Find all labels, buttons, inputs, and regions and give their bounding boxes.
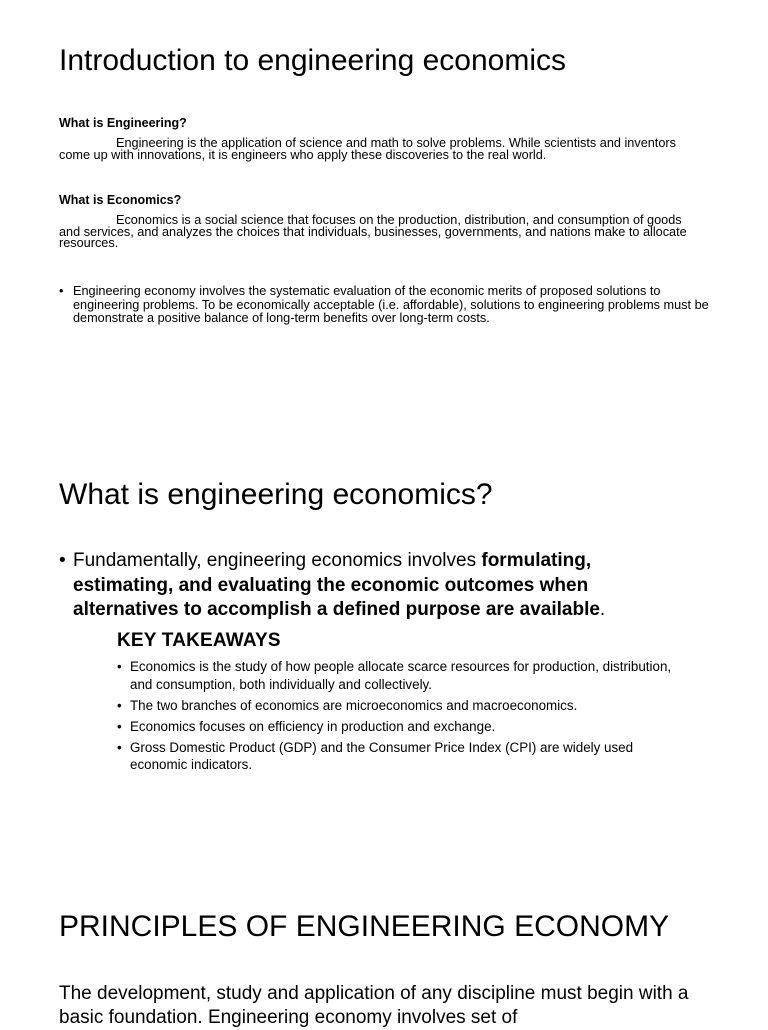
key-takeaways-heading: KEY TAKEAWAYS bbox=[117, 630, 281, 651]
slide-title: Introduction to engineering economics bbox=[59, 44, 566, 77]
bullet-icon: • bbox=[117, 697, 122, 713]
bullet-icon: • bbox=[117, 739, 122, 755]
bullet-text: Engineering economy involves the systematic evaluation of the economic merits of proposed solutions to engineering problems. To be economically acceptable (i.e. affordable), solutions to engineering problems must be demonstrate a positive balance of long-term benefits over long-term costs. bbox=[73, 284, 709, 325]
takeaways-list bbox=[117, 658, 677, 777]
section-heading-engineering: What is Engineering? bbox=[59, 116, 187, 130]
bullet-prefix: Fundamentally, engineering economics involves bbox=[73, 550, 482, 571]
bullet-fundamentally bbox=[59, 549, 683, 623]
list-item: • Gross Domestic Product (GDP) and the Consumer Price Index (CPI) are widely used economic indicators. bbox=[117, 739, 634, 772]
list-item: • Economics is the study of how people allocate scarce resources for production, distribution, and consumption, both individually and collectively. bbox=[117, 659, 672, 692]
bullet-suffix: . bbox=[599, 599, 606, 620]
bullet-icon: • bbox=[117, 718, 122, 734]
bullet-icon: • bbox=[59, 550, 66, 571]
slide-principles bbox=[0, 890, 768, 1028]
slide-what-is bbox=[0, 460, 768, 880]
section-heading-economics: What is Economics? bbox=[59, 193, 182, 207]
bullet-bold: formulating, estimating, and evaluating the economic outcomes when alternatives to accomplish a defined purpose are available bbox=[73, 550, 600, 620]
bullet-engineering-economy bbox=[59, 285, 713, 326]
principles-intro-text: The development, study and application of any discipline must begin with a basic foundation. Engineering economy involves set of bbox=[59, 983, 689, 1028]
slide-title: PRINCIPLES OF ENGINEERING ECONOMY bbox=[59, 910, 670, 943]
list-item: • Economics focuses on efficiency in production and exchange. bbox=[117, 718, 496, 734]
bullet-icon: • bbox=[59, 284, 64, 298]
list-item: • The two branches of economics are microeconomics and macroeconomics. bbox=[117, 697, 578, 713]
slide-intro bbox=[0, 0, 768, 420]
slide-title: What is engineering economics? bbox=[59, 478, 493, 511]
bullet-icon: • bbox=[117, 659, 122, 674]
section-text-economics: Economics is a social science that focuses on the production, distribution, and consumption of goods and services, and analyzes the choices that individuals, businesses, governments, and nations make to allocate resources. bbox=[59, 213, 687, 250]
section-text-engineering: Engineering is the application of science and math to solve problems. While scientists and inventors come up with innovations, it is engineers who apply these discoveries to the real world. bbox=[59, 136, 676, 162]
